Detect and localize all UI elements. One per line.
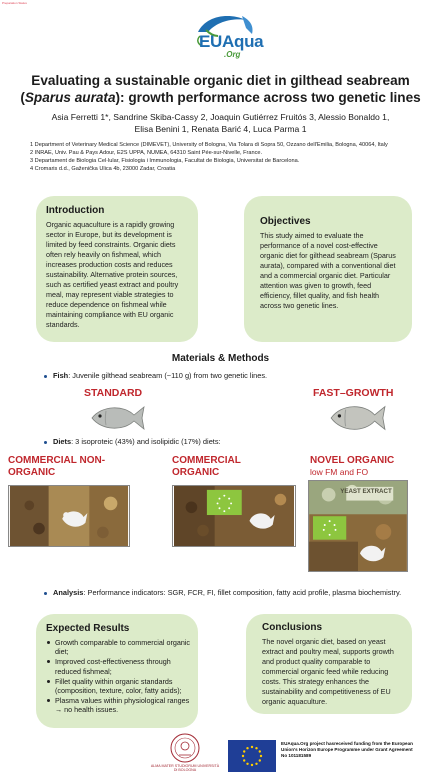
affiliation-1: 1 Department of Veterinary Medical Science (DIMEVET), University of Bologna, Via Tolara di Sopra 50, Ozzano dell'Emilia, Bologna, 40064, Italy [30, 142, 388, 148]
diet-commercial-non-organic-label: COMMERCIAL NON-ORGANIC [8, 455, 106, 478]
expected-results-heading: Expected Results [46, 623, 130, 634]
conclusions-box [246, 614, 412, 714]
expected-result-item: Growth comparable to commercial organic diet; [46, 638, 192, 656]
fast-growth-fish-icon [327, 400, 387, 436]
eu-star [246, 763, 248, 765]
university-seal-icon [170, 733, 200, 763]
corner-tag: Preparation Status [2, 1, 27, 5]
title-line-1: Evaluating a sustainable organic diet in gilthead seabream [31, 73, 410, 88]
eu-star [260, 755, 262, 757]
conclusions-heading: Conclusions [262, 622, 323, 633]
expected-result-item: Plasma values within physiological ranges → no health issues. [46, 696, 192, 714]
diet-commercial-organic-label: COMMERCIAL ORGANIC [172, 455, 241, 478]
objectives-box [244, 196, 412, 342]
introduction-box [36, 196, 198, 342]
eu-star [242, 755, 244, 757]
affiliation-3: 3 Departament de Biologia Cel·lular, Fisiologia i Immunologia, Facultat de Biologia, Universitat de Barcelona. [30, 158, 300, 164]
line-fast-growth-label: FAST–GROWTH [313, 387, 394, 399]
eu-star [243, 750, 245, 752]
analysis-bullet: Analysis: Performance indicators: SGR, FCR, FI, fillet composition, fatty acid profile, plasma biochemistry. [44, 588, 414, 598]
eu-star [246, 747, 248, 749]
authors-line-2: Elisa Benini 1, Renata Barić 4, Luca Parma 1 [134, 124, 307, 134]
eu-star [255, 747, 257, 749]
expected-result-item: Improved cost-effectiveness through reduced fishmeal; [46, 657, 192, 675]
diets-bullet: Diets: 3 isoproteic (43%) and isolipidic (17%) diets: [44, 437, 221, 447]
methods-heading: Materials & Methods [171, 353, 270, 364]
affiliation-2: 2 INRAE, Univ. Pau & Pays Adour, E2S UPPA, NUMEA, 64310 Saint Pée-sur-Nivelle, France. [30, 150, 263, 156]
expected-result-item: Fillet quality within organic standards (composition, texture, color, fatty acids); [46, 677, 192, 695]
eu-star [255, 763, 257, 765]
eu-star [243, 759, 245, 761]
eu-star [251, 764, 253, 766]
affiliations [30, 141, 420, 173]
eu-flag-icon [228, 740, 276, 772]
yeast-extract-label: YEAST EXTRACT [340, 488, 392, 495]
authors [14, 111, 427, 135]
eu-star [251, 746, 253, 748]
expected-results-box [36, 614, 198, 728]
logo-text: EUAqua [199, 32, 264, 51]
title-line-2: (Sparus aurata): growth performance across two genetic lines [20, 90, 421, 105]
affiliation-4: 4 Cromaris d.d., Gaženička Ulica 4b, 23000 Zadar, Croatia [30, 166, 176, 172]
introduction-text: Organic aquaculture is a rapidly growing sector in Europe, but its development is limited by feed constraints. Organic diets often rely heavily on fishmeal, which increases production costs and reduces sustainability. Alternative protein sources, such as certified yeast extract and poultry meal, may represent viable strategies to reduce dependence on fishmeal while maintaining compliance with EU organic standards. [46, 220, 179, 329]
commercial-non-organic-feed-photo [8, 485, 130, 547]
commercial-organic-feed-photo [172, 485, 296, 547]
diet-novel-organic-label: NOVEL ORGANIC [310, 455, 395, 466]
expected-results-list [46, 638, 192, 716]
standard-fish-icon [88, 403, 146, 433]
poster-title [14, 72, 427, 106]
university-name: ALMA MATER STUDIORUM UNIVERSITÀ DI BOLOGNA [150, 764, 220, 773]
authors-line-1: Asia Ferretti 1*, Sandrine Skiba-Cassy 2, Joaquin Gutiérrez Fruitós 3, Alessio Bonaldo 1, [51, 112, 390, 122]
eu-star [259, 750, 261, 752]
objectives-text: This study aimed to evaluate the performance of a novel cost-effective organic diet for gilthead seabream (Sparus aurata), compared with a conventional diet and a commercial organic diet. Particular attention was given to growth, feed efficiency, fillet quality, and fish health across two genetic lines. [260, 231, 396, 310]
conclusions-text: The novel organic diet, based on yeast extract and poultry meal, supports growth and product quality comparable to commercial organic feed while reducing costs. This strategy enhances the sustainability and competitiveness of EU organic aquaculture. [262, 637, 394, 706]
fish-bullet: Fish: Juvenile gilthead seabream (~110 g) from two genetic lines. [44, 371, 267, 381]
eu-star [259, 759, 261, 761]
logo-subtext: .Org [224, 50, 241, 59]
funding-statement: EUAqua.Org project hasreceived funding from the European Union's Horizon Europe Programme under Grant Agreement No 101181589 [281, 741, 413, 758]
diet-novel-organic-sublabel: low FM and FO [310, 467, 369, 477]
objectives-heading: Objectives [260, 216, 311, 227]
line-standard-label: STANDARD [84, 387, 143, 399]
introduction-heading: Introduction [46, 205, 105, 216]
